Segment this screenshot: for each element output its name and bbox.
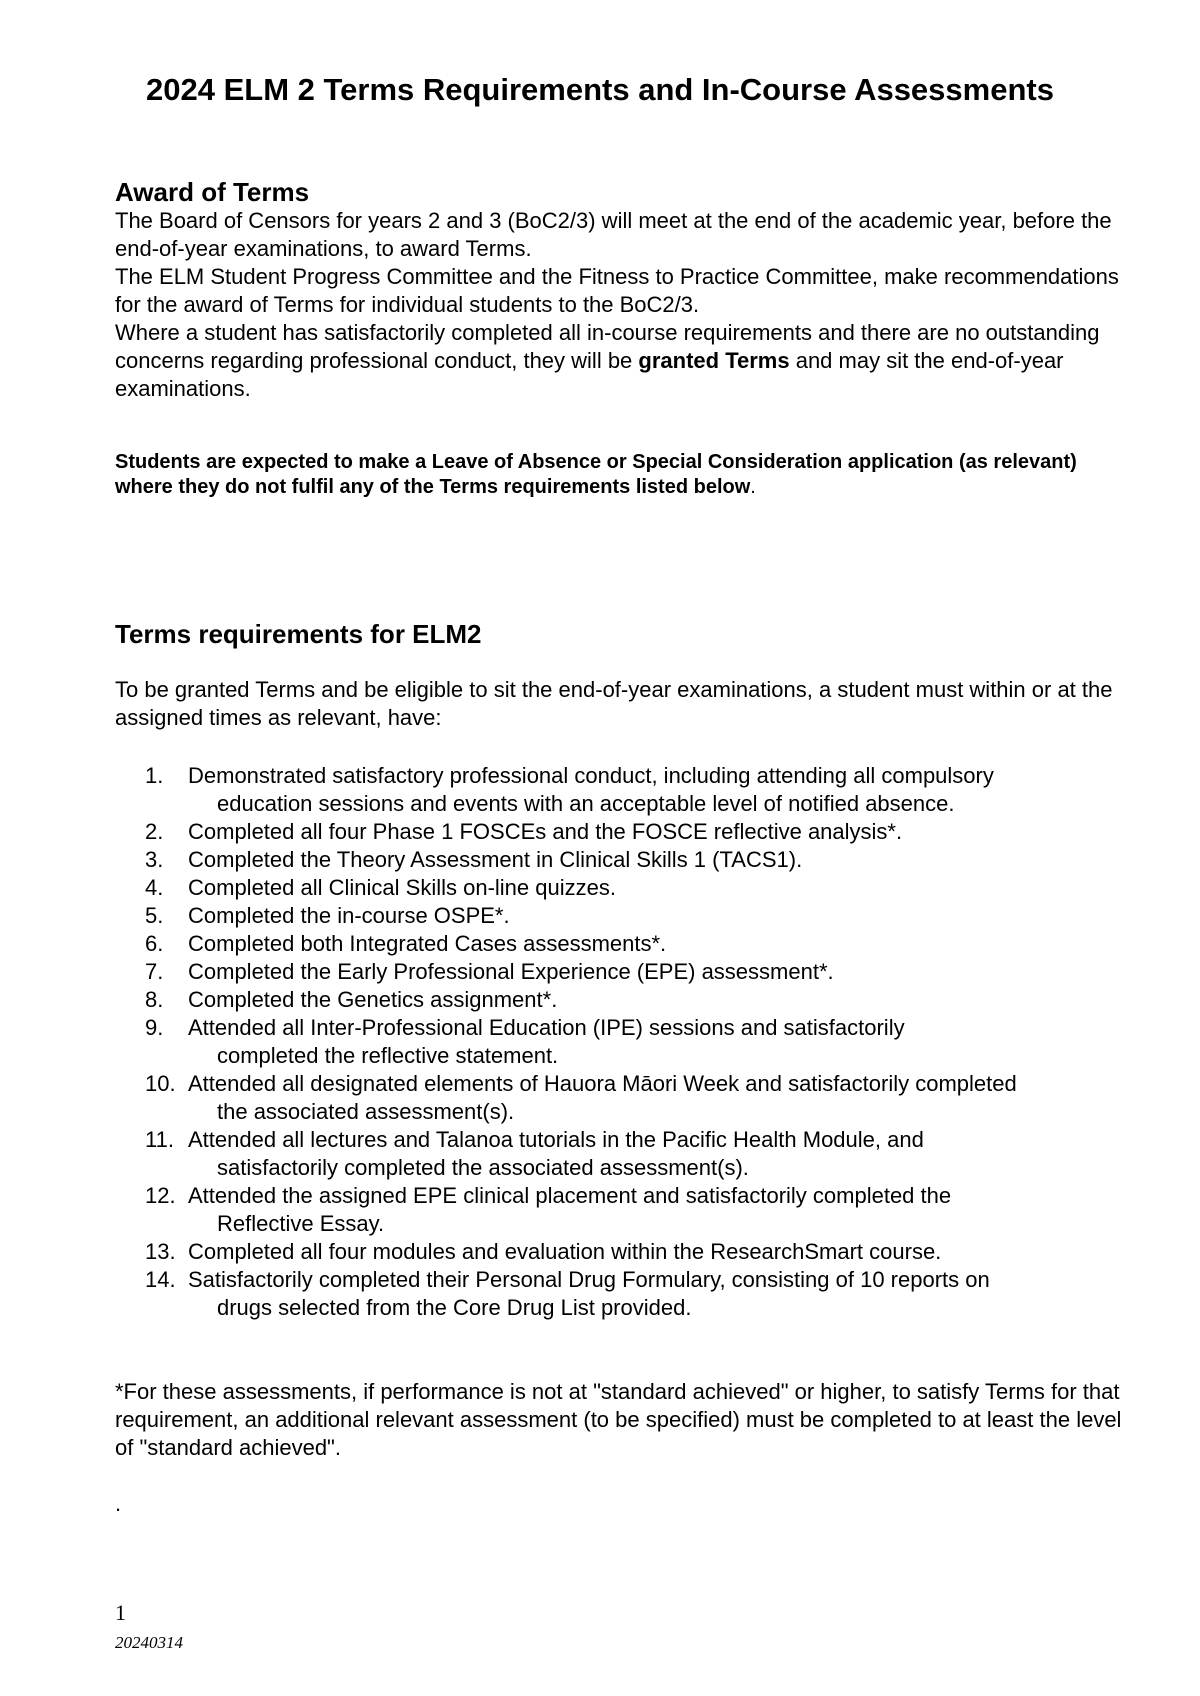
requirement-text: Completed all four Phase 1 FOSCEs and the FOSCE reflective analysis*. <box>188 819 903 844</box>
document-date: 20240314 <box>115 1633 183 1652</box>
requirement-number: 6. <box>145 931 164 956</box>
requirement-number: 11. <box>145 1127 174 1152</box>
requirements-heading: Terms requirements for ELM2 <box>115 619 482 649</box>
requirement-item <box>145 1238 1135 1266</box>
leave-of-absence-note-text: Students are expected to make a Leave of Absence or Special Consideration application (as relevant) where they do not fulfil any of the Terms requirements listed below <box>115 451 1077 498</box>
requirement-text: Attended all designated elements of Hauora Māori Week and satisfactorily completed <box>188 1071 1017 1096</box>
requirement-item <box>145 846 1135 874</box>
award-paragraph-3-start: Where a student has satisfactorily completed all in-course requirements and there are no outstanding concerns regarding professional conduct, they will be <box>115 320 1100 373</box>
requirement-text: Completed the in-course OSPE*. <box>188 903 510 928</box>
requirement-item <box>145 1126 1135 1182</box>
requirement-text: Attended the assigned EPE clinical placement and satisfactorily completed the <box>188 1183 952 1208</box>
requirement-text-continued: education sessions and events with an acceptable level of notified absence. <box>217 791 955 816</box>
requirement-text-continued: completed the reflective statement. <box>217 1043 559 1068</box>
requirement-text: Completed both Integrated Cases assessments*. <box>188 931 667 956</box>
requirement-item <box>145 818 1135 846</box>
requirement-number: 4. <box>145 875 164 900</box>
requirement-text-continued: drugs selected from the Core Drug List provided. <box>217 1295 692 1320</box>
requirements-list <box>145 762 1135 1322</box>
requirement-item <box>145 1014 1135 1070</box>
granted-terms-emphasis: granted Terms <box>638 348 790 373</box>
requirement-item <box>145 902 1135 930</box>
document-title: 2024 ELM 2 Terms Requirements and In-Course Assessments <box>146 72 1054 107</box>
requirement-item <box>145 1266 1135 1322</box>
requirement-item <box>145 762 1135 818</box>
award-paragraph-1: The Board of Censors for years 2 and 3 (BoC2/3) will meet at the end of the academic year, before the end-of-year examinations, to award Terms. <box>115 208 1112 261</box>
requirement-item <box>145 958 1135 986</box>
requirement-number: 13. <box>145 1239 176 1264</box>
requirement-text: Satisfactorily completed their Personal Drug Formulary, consisting of 10 reports on <box>188 1267 990 1292</box>
requirement-text: Completed the Theory Assessment in Clinical Skills 1 (TACS1). <box>188 847 803 872</box>
requirement-number: 9. <box>145 1015 164 1040</box>
requirement-item <box>145 986 1135 1014</box>
trailing-dot: . <box>115 1491 122 1516</box>
requirement-item <box>145 930 1135 958</box>
requirement-number: 2. <box>145 819 164 844</box>
requirement-text: Completed the Early Professional Experience (EPE) assessment*. <box>188 959 834 984</box>
page-number: 1 <box>115 1600 126 1625</box>
requirement-item <box>145 1182 1135 1238</box>
leave-of-absence-note <box>115 450 1115 500</box>
requirement-text: Demonstrated satisfactory professional conduct, including attending all compulsory <box>188 763 994 788</box>
requirement-text: Attended all Inter-Professional Education (IPE) sessions and satisfactorily <box>188 1015 905 1040</box>
award-heading: Award of Terms <box>115 177 310 207</box>
award-paragraph-3-end: and may sit the end-of-year examinations. <box>115 348 1064 401</box>
requirement-item <box>145 874 1135 902</box>
requirement-number: 10. <box>145 1071 176 1096</box>
requirement-text: Attended all lectures and Talanoa tutorials in the Pacific Health Module, and <box>188 1127 924 1152</box>
requirement-text-continued: satisfactorily completed the associated assessment(s). <box>217 1155 749 1180</box>
award-paragraph-2: The ELM Student Progress Committee and the Fitness to Practice Committee, make recommendations for the award of Terms for individual students to the BoC2/3. <box>115 264 1119 317</box>
requirement-text: Completed all four modules and evaluation within the ResearchSmart course. <box>188 1239 942 1264</box>
requirements-intro: To be granted Terms and be eligible to sit the end-of-year examinations, a student must within or at the assigned times as relevant, have: <box>115 677 1113 730</box>
requirement-number: 1. <box>145 763 164 788</box>
leave-of-absence-note-period: . <box>750 476 756 498</box>
assessment-footnote: *For these assessments, if performance is not at "standard achieved" or higher, to satisfy Terms for that requirement, an additional relevant assessment (to be specified) must be completed to at least the level of "standard achieved". <box>115 1379 1122 1460</box>
requirement-text-continued: Reflective Essay. <box>217 1211 385 1236</box>
requirement-number: 8. <box>145 987 164 1012</box>
award-paragraph-3 <box>115 319 1135 403</box>
requirement-item <box>145 1070 1135 1126</box>
requirement-text: Completed all Clinical Skills on-line quizzes. <box>188 875 616 900</box>
requirement-text-continued: the associated assessment(s). <box>217 1099 515 1124</box>
requirement-number: 14. <box>145 1267 176 1292</box>
requirement-number: 12. <box>145 1183 176 1208</box>
requirement-number: 7. <box>145 959 164 984</box>
requirement-number: 3. <box>145 847 164 872</box>
requirement-number: 5. <box>145 903 164 928</box>
requirement-text: Completed the Genetics assignment*. <box>188 987 558 1012</box>
award-section <box>115 207 1135 403</box>
